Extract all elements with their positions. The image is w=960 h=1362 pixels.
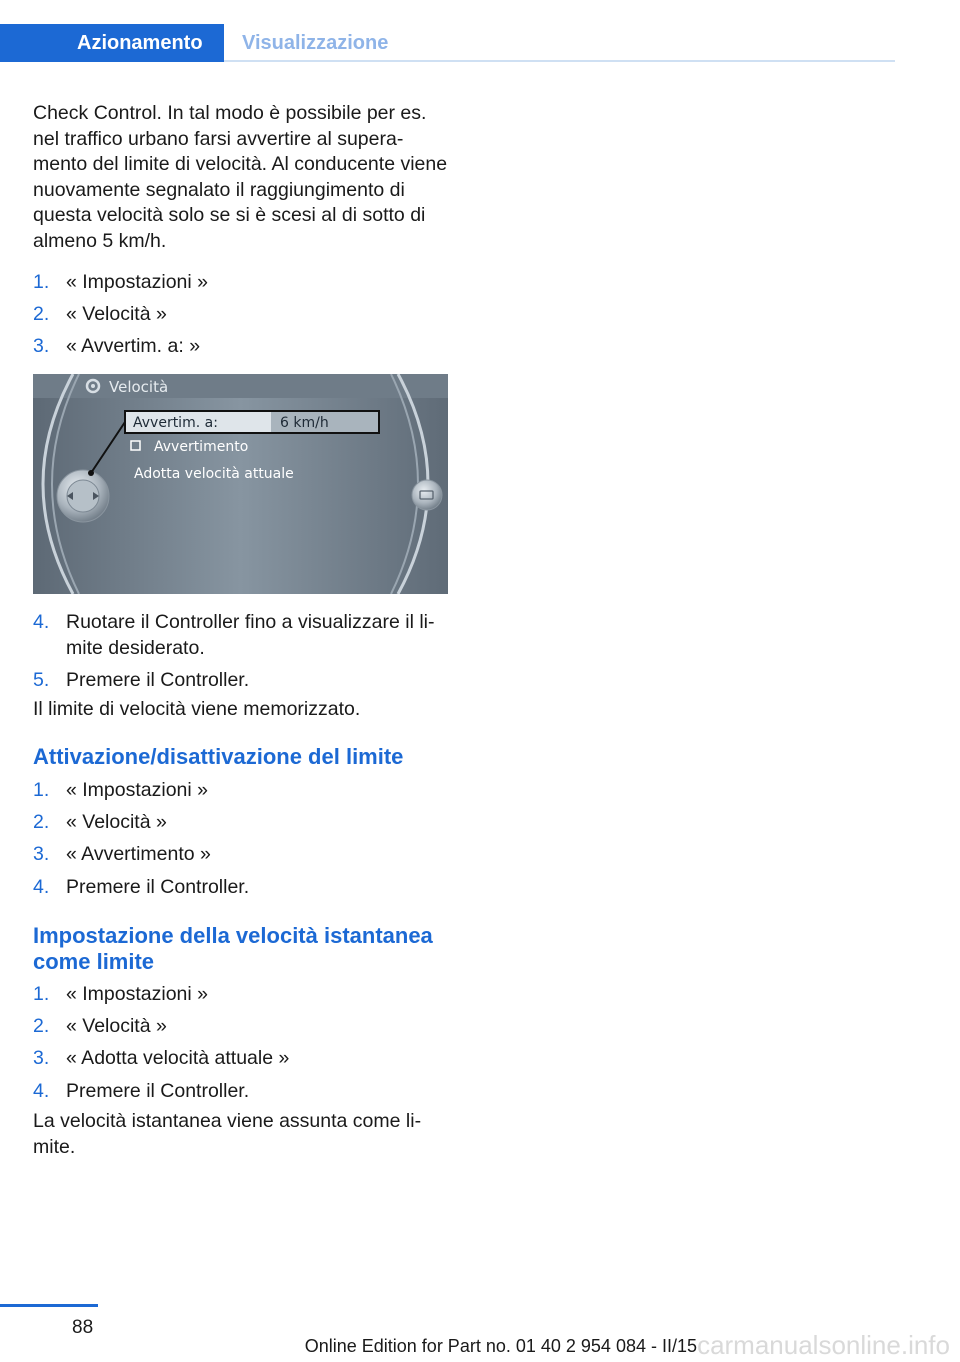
steps-list-b bbox=[33, 610, 449, 700]
steps-list-section2 bbox=[33, 982, 449, 1111]
section-heading-velocita-istantanea: Impostazione della velocità istantanea come limite bbox=[33, 923, 433, 974]
steps-list-a bbox=[33, 270, 449, 367]
row-avvertim-value: 6 km/h bbox=[280, 415, 329, 431]
list-item: 3. « Avvertimento » bbox=[33, 843, 211, 866]
intro-paragraph: Check Control. In tal modo è possibile per es. nel traffico urbano farsi avvertire al superamento del limite di velocità. Al conducente viene nuovamente segnalato il raggiungimento di questa velocità solo se si è scesi al di sotto di almeno 5 km/h. bbox=[33, 102, 448, 252]
list-item: 4. Premere il Controller. bbox=[33, 1079, 250, 1102]
list-item: 4. Premere il Controller. bbox=[33, 875, 250, 898]
row-avvertim-label[interactable]: Avvertim. a: bbox=[133, 415, 218, 431]
list-item: 1. « Impostazioni » bbox=[33, 983, 208, 1005]
tab-visualizzazione[interactable]: Visualizzazione bbox=[242, 32, 389, 54]
watermark: carmanualsonline.info bbox=[697, 1330, 950, 1360]
page-number: 88 bbox=[72, 1317, 94, 1338]
result-paragraph: Il limite di velocità viene memorizzato. bbox=[33, 698, 361, 720]
idrive-screen-figure bbox=[33, 374, 448, 594]
list-item: 1. « Impostazioni » bbox=[33, 271, 208, 293]
list-item: 3. « Avvertim. a: » bbox=[33, 335, 201, 358]
list-item: 1. « Impostazioni » bbox=[33, 779, 208, 801]
list-item: 4. Ruotare il Controller fino a visualizzare il limite desiderato. bbox=[33, 611, 435, 659]
list-item: 2. « Velocità » bbox=[33, 1015, 167, 1038]
tab-azionamento[interactable]: Azionamento bbox=[0, 24, 224, 62]
chapter-tabs bbox=[0, 24, 895, 62]
row-adotta-velocita[interactable]: Adotta velocità attuale bbox=[134, 466, 294, 482]
row-avvertimento[interactable]: Avvertimento bbox=[154, 439, 249, 455]
list-item: 2. « Velocità » bbox=[33, 303, 167, 326]
list-item: 2. « Velocità » bbox=[33, 811, 167, 834]
steps-list-section1 bbox=[33, 778, 449, 907]
list-item: 5. Premere il Controller. bbox=[33, 668, 250, 691]
section-heading-attivazione: Attivazione/disattivazione del limite bbox=[33, 744, 404, 769]
footer-accent-bar bbox=[0, 1304, 98, 1307]
edition-line: Online Edition for Part no. 01 40 2 954 084 - II/15 bbox=[304, 1336, 697, 1356]
list-item: 3. « Adotta velocità attuale » bbox=[33, 1047, 290, 1070]
screen-title: Velocità bbox=[109, 378, 169, 396]
result-paragraph-2: La velocità istantanea viene assunta come limite. bbox=[33, 1110, 422, 1158]
